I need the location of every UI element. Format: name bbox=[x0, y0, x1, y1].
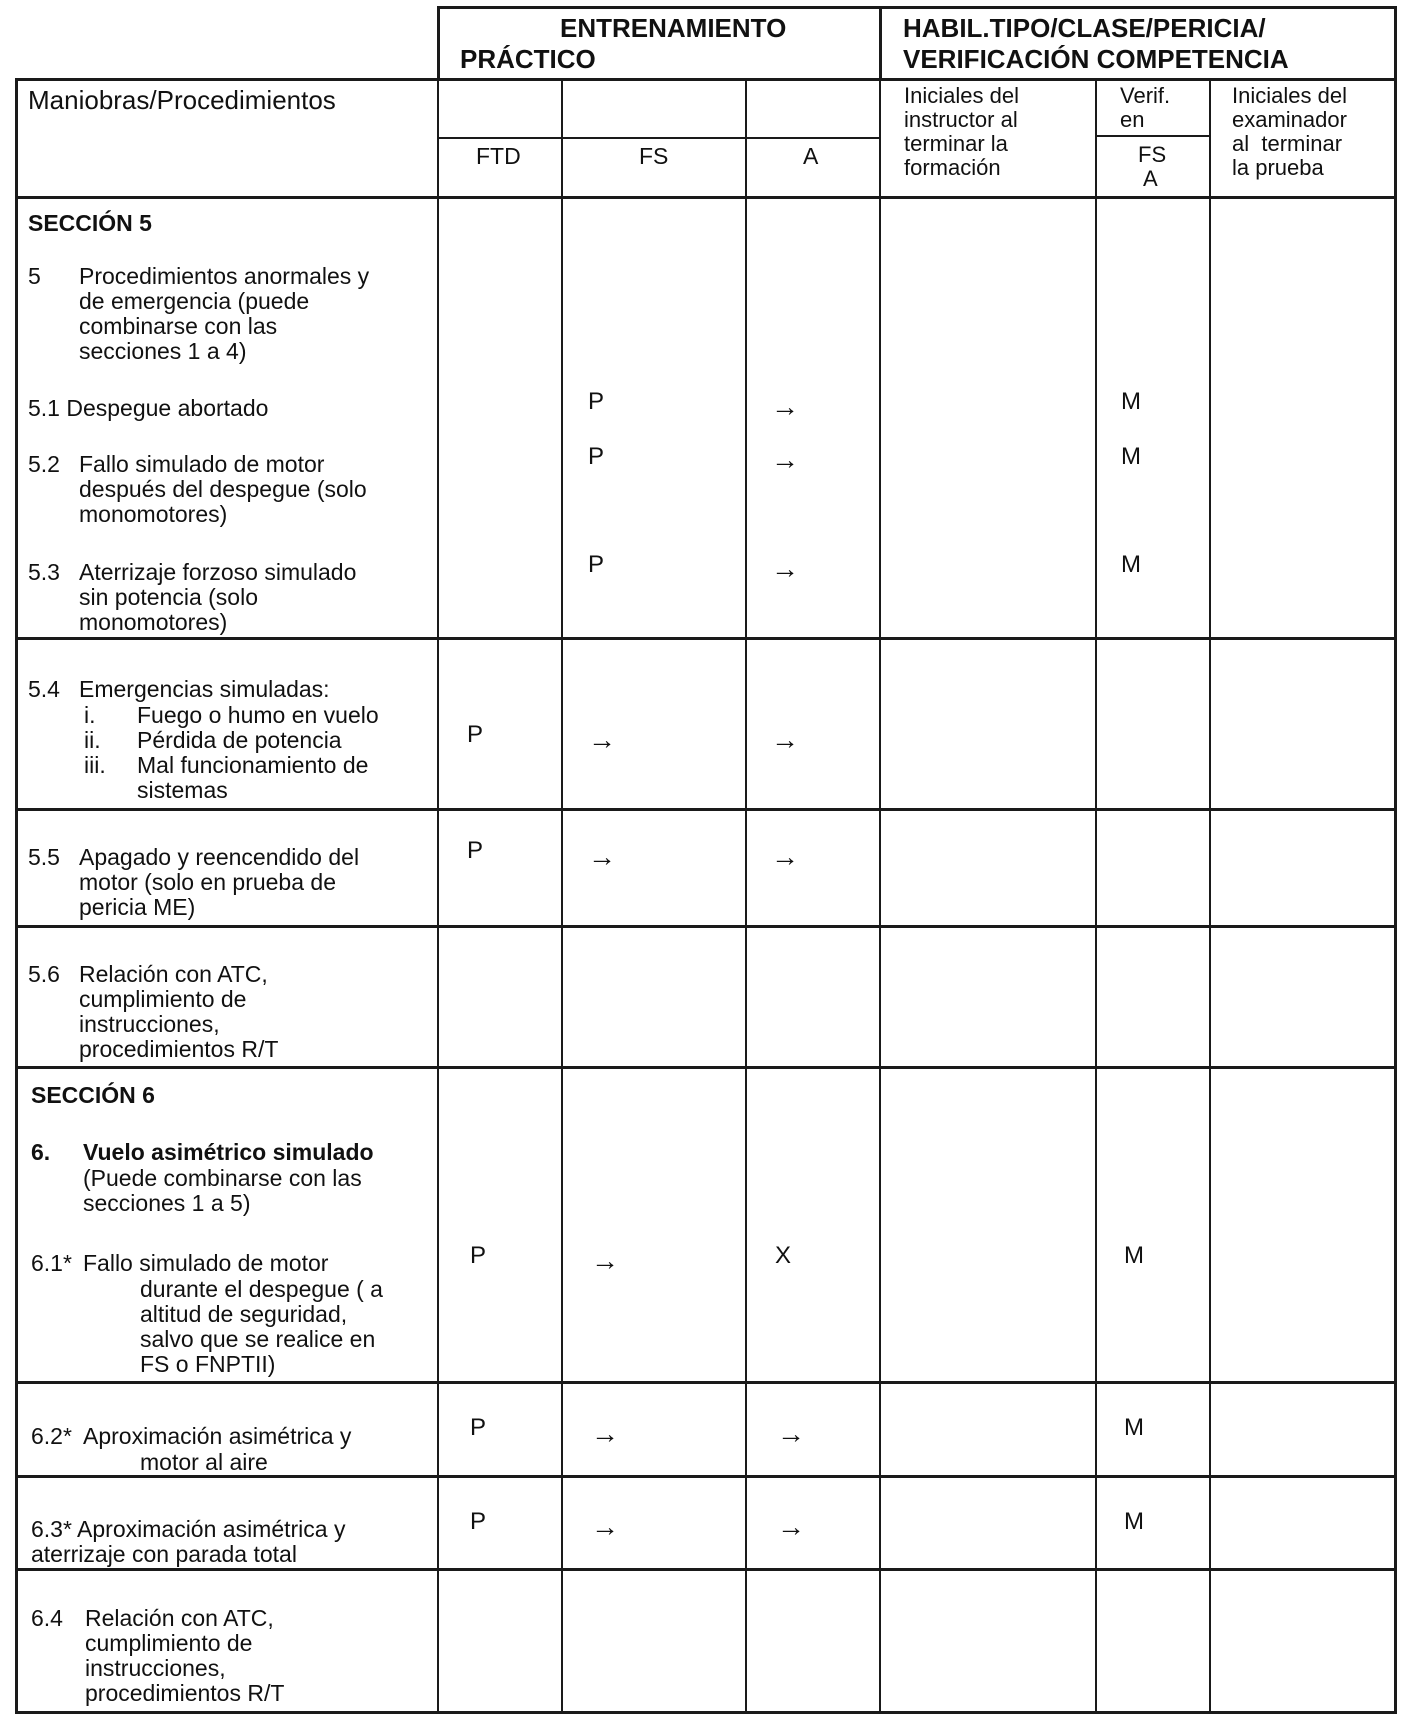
rule bbox=[15, 196, 1397, 199]
mark-p: P bbox=[470, 1508, 487, 1535]
maneuvers-header: Maniobras/Procedimientos bbox=[28, 85, 336, 115]
item-6-2-continuation: motor al aire bbox=[140, 1449, 268, 1475]
rule bbox=[1095, 78, 1097, 1714]
section-6-title: SECCIÓN 6 bbox=[31, 1082, 155, 1108]
item-5-1: 5.1 Despegue abortado bbox=[28, 395, 269, 421]
arrow-icon: → bbox=[771, 444, 799, 475]
mark-p: P bbox=[588, 443, 605, 470]
arrow-icon: → bbox=[591, 1245, 619, 1276]
mark-p: P bbox=[588, 551, 605, 578]
arrow-icon: → bbox=[771, 841, 799, 872]
rule bbox=[15, 1066, 1397, 1069]
rule bbox=[1095, 135, 1210, 137]
item-5-6-number: 5.6 bbox=[28, 961, 60, 987]
item-5-4-sub-list: Fuego o humo en vuelo Pérdida de potencia Mal funcionamiento de sistemas bbox=[137, 702, 379, 803]
item-5-number: 5 bbox=[28, 263, 41, 289]
mark-m: M bbox=[1121, 388, 1141, 415]
examiner-initials-header: Iniciales del examinador al terminar la prueba bbox=[1232, 83, 1347, 180]
item-6-number: 6. bbox=[31, 1139, 51, 1165]
item-6-3-text: 6.3* Aproximación asimétrica y aterrizaje con parada total bbox=[31, 1516, 346, 1567]
item-6-4-text: Relación con ATC, cumplimiento de instrucciones, procedimientos R/T bbox=[85, 1605, 285, 1706]
arrow-icon: → bbox=[591, 1418, 619, 1449]
rule bbox=[1394, 6, 1397, 80]
rule bbox=[15, 1381, 1397, 1384]
item-6-1-number: 6.1* bbox=[31, 1250, 72, 1276]
section-5-title: SECCIÓN 5 bbox=[28, 210, 152, 236]
arrow-icon: → bbox=[588, 841, 616, 872]
rule bbox=[15, 637, 1397, 640]
rule bbox=[879, 78, 881, 1714]
item-6-1-continuation: durante el despegue ( a altitud de seguridad, salvo que se realice en FS o FNPTII) bbox=[140, 1276, 383, 1377]
item-6-2-text: Aproximación asimétrica y bbox=[83, 1423, 352, 1449]
skill-title: HABIL.TIPO/CLASE/PERICIA/ bbox=[903, 13, 1266, 43]
rule bbox=[437, 6, 440, 80]
mark-p: P bbox=[470, 1414, 487, 1441]
item-5-5-number: 5.5 bbox=[28, 844, 60, 870]
item-5-3-text: Aterrizaje forzoso simulado sin potencia (solo monomotores) bbox=[79, 559, 357, 635]
rule bbox=[437, 6, 1397, 9]
mark-p: P bbox=[467, 721, 484, 748]
rule bbox=[561, 78, 563, 1714]
rule bbox=[15, 1568, 1397, 1571]
rule bbox=[879, 6, 882, 80]
item-5-4-number: 5.4 bbox=[28, 676, 60, 702]
rule bbox=[15, 1475, 1397, 1478]
arrow-icon: → bbox=[777, 1418, 805, 1449]
instructor-initials-header: Iniciales del instructor al terminar la formación bbox=[904, 83, 1019, 180]
mark-p: P bbox=[467, 837, 484, 864]
item-5-5-text: Apagado y reencendido del motor (solo en prueba de pericia ME) bbox=[79, 844, 360, 920]
col-ftd-header: FTD bbox=[476, 143, 521, 169]
rule bbox=[15, 1711, 1397, 1714]
mark-m: M bbox=[1121, 551, 1141, 578]
rule bbox=[438, 137, 881, 139]
mark-x: X bbox=[775, 1242, 792, 1269]
rule bbox=[1209, 78, 1211, 1714]
mark-m: M bbox=[1121, 443, 1141, 470]
rule bbox=[15, 78, 1397, 81]
rule bbox=[15, 808, 1397, 811]
item-5-text: Procedimientos anormales y de emergencia (puede combinarse con las secciones 1 a 4) bbox=[79, 263, 370, 364]
arrow-icon: → bbox=[771, 724, 799, 755]
training-title: ENTRENAMIENTO bbox=[560, 13, 787, 43]
verif-fs-header: FS bbox=[1138, 142, 1167, 167]
col-a-header: A bbox=[803, 143, 819, 169]
item-6-title: Vuelo asimétrico simulado bbox=[83, 1139, 374, 1165]
rule bbox=[437, 78, 439, 1714]
item-6-text: (Puede combinarse con las secciones 1 a 5) bbox=[83, 1165, 362, 1216]
item-6-2-number: 6.2* bbox=[31, 1423, 72, 1449]
rule bbox=[15, 925, 1397, 928]
skill-title-line2: VERIFICACIÓN COMPETENCIA bbox=[903, 44, 1289, 74]
mark-m: M bbox=[1124, 1242, 1144, 1269]
arrow-icon: → bbox=[588, 724, 616, 755]
item-6-1-text: Fallo simulado de motor bbox=[83, 1250, 329, 1276]
mark-p: P bbox=[588, 388, 605, 415]
training-title-line2: PRÁCTICO bbox=[460, 44, 596, 74]
item-5-6-text: Relación con ATC, cumplimiento de instrucciones, procedimientos R/T bbox=[79, 961, 279, 1062]
arrow-icon: → bbox=[777, 1511, 805, 1542]
item-5-2-text: Fallo simulado de motor después del despegue (solo monomotores) bbox=[79, 451, 367, 527]
mark-m: M bbox=[1124, 1508, 1144, 1535]
rule bbox=[15, 78, 18, 1714]
arrow-icon: → bbox=[591, 1511, 619, 1542]
rule bbox=[745, 78, 747, 1714]
col-fs-header: FS bbox=[639, 143, 669, 169]
verif-en-header: Verif. en bbox=[1120, 83, 1171, 132]
arrow-icon: → bbox=[771, 391, 799, 422]
mark-p: P bbox=[470, 1242, 487, 1269]
arrow-icon: → bbox=[771, 553, 799, 584]
rule bbox=[1394, 78, 1397, 1714]
mark-m: M bbox=[1124, 1414, 1144, 1441]
item-5-2-number: 5.2 bbox=[28, 451, 60, 477]
item-5-3-number: 5.3 bbox=[28, 559, 60, 585]
item-5-4-sub-numbers: i. ii. iii. bbox=[84, 702, 106, 778]
item-6-4-number: 6.4 bbox=[31, 1605, 63, 1631]
item-5-4-text: Emergencias simuladas: bbox=[79, 676, 330, 702]
verif-a-header: A bbox=[1143, 166, 1158, 191]
